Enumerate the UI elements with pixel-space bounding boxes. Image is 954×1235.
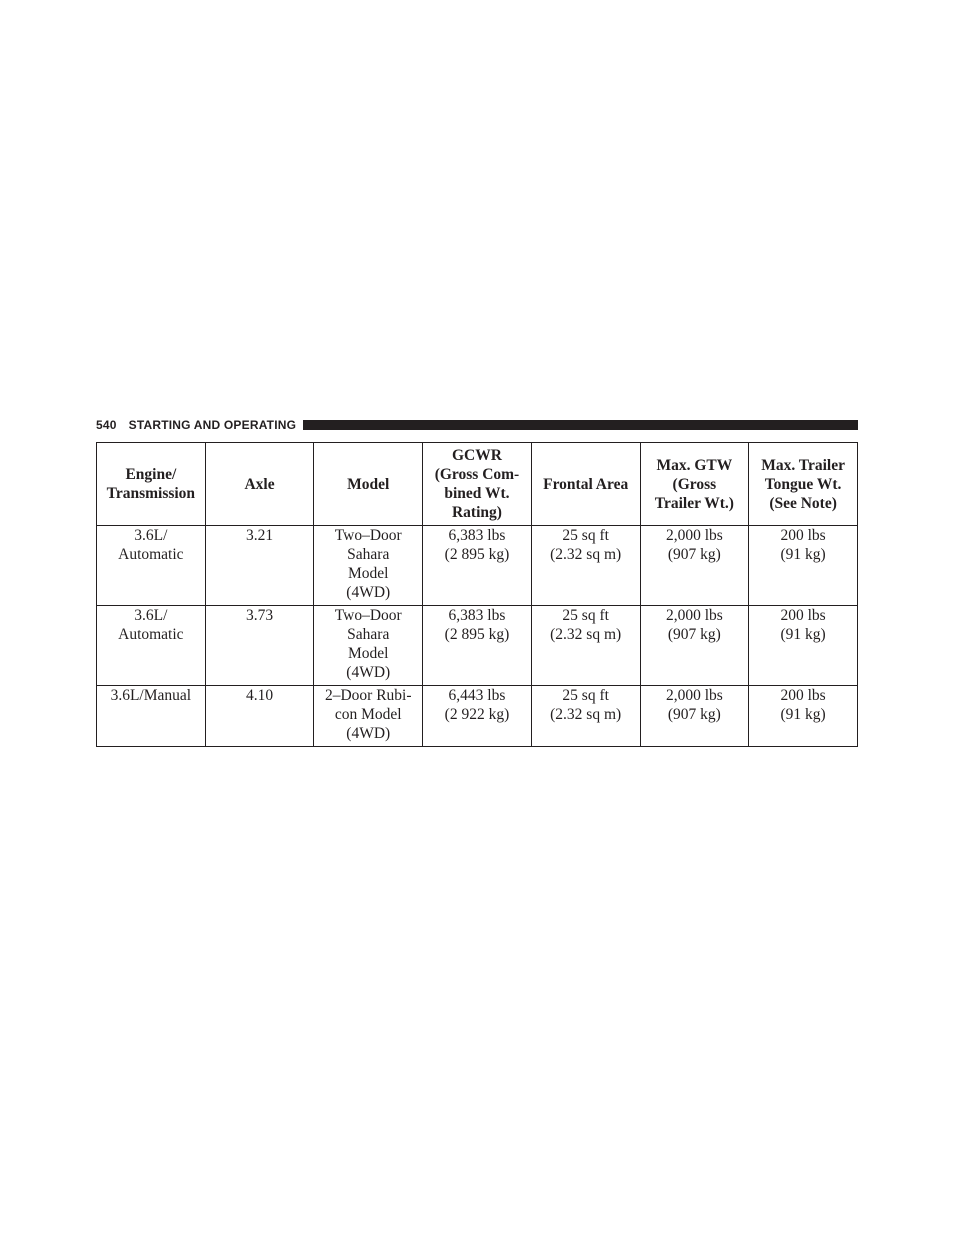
cell-frontal-area: 25 sq ft (2.32 sq m) [531, 686, 640, 747]
cell-model: Two–Door Sahara Model (4WD) [314, 526, 423, 606]
cell-model: Two–Door Sahara Model (4WD) [314, 606, 423, 686]
cell-engine-transmission: 3.6L/ Automatic [97, 606, 206, 686]
cell-max-gtw: 2,000 lbs (907 kg) [640, 526, 749, 606]
section-title: STARTING AND OPERATING [128, 418, 297, 432]
table-row [97, 526, 858, 606]
table-row [97, 606, 858, 686]
col-header-model: Model [314, 443, 423, 526]
cell-max-gtw: 2,000 lbs (907 kg) [640, 686, 749, 747]
cell-axle: 3.21 [205, 526, 314, 606]
cell-engine-transmission: 3.6L/ Automatic [97, 526, 206, 606]
header-rule-bar [303, 420, 858, 430]
cell-engine-transmission: 3.6L/Manual [97, 686, 206, 747]
col-header-frontal-area: Frontal Area [531, 443, 640, 526]
col-header-axle: Axle [205, 443, 314, 526]
cell-gcwr: 6,443 lbs (2 922 kg) [423, 686, 532, 747]
cell-frontal-area: 25 sq ft (2.32 sq m) [531, 606, 640, 686]
page-number: 540 [96, 418, 117, 432]
col-header-max-tongue-wt: Max. Trailer Tongue Wt. (See Note) [749, 443, 858, 526]
cell-axle: 4.10 [205, 686, 314, 747]
table-header-row [97, 443, 858, 526]
col-header-max-gtw: Max. GTW (Gross Trailer Wt.) [640, 443, 749, 526]
cell-max-tongue-wt: 200 lbs (91 kg) [749, 606, 858, 686]
cell-max-gtw: 2,000 lbs (907 kg) [640, 606, 749, 686]
page-header [96, 417, 858, 433]
col-header-gcwr: GCWR (Gross Com- bined Wt. Rating) [423, 443, 532, 526]
cell-gcwr: 6,383 lbs (2 895 kg) [423, 606, 532, 686]
table-row [97, 686, 858, 747]
cell-axle: 3.73 [205, 606, 314, 686]
towing-spec-table [96, 442, 858, 747]
cell-gcwr: 6,383 lbs (2 895 kg) [423, 526, 532, 606]
cell-max-tongue-wt: 200 lbs (91 kg) [749, 526, 858, 606]
cell-frontal-area: 25 sq ft (2.32 sq m) [531, 526, 640, 606]
cell-max-tongue-wt: 200 lbs (91 kg) [749, 686, 858, 747]
cell-model: 2–Door Rubi- con Model (4WD) [314, 686, 423, 747]
col-header-engine-transmission: Engine/ Transmission [97, 443, 206, 526]
